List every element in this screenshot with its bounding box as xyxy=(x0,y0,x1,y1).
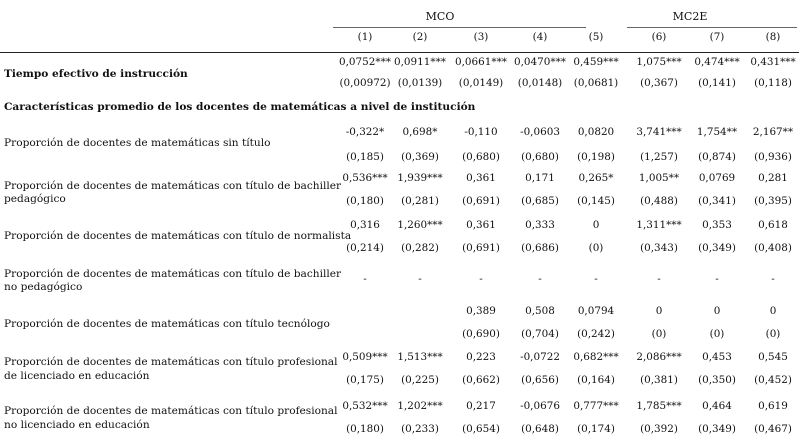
coefficient-cell: 0,618 xyxy=(758,219,788,231)
coefficient-cell: 3,741*** xyxy=(636,126,682,138)
std-error-cell: (0,680) xyxy=(521,151,559,163)
std-error-cell: (0,00972) xyxy=(339,77,391,89)
coefficient-cell: 0,0769 xyxy=(698,172,736,184)
std-error-cell: (0,174) xyxy=(577,423,615,435)
std-error-cell: (0,685) xyxy=(521,195,559,207)
coefficient-cell: - xyxy=(771,273,775,285)
coefficient-cell: 0 xyxy=(769,305,777,317)
column-header-7: (7) xyxy=(709,31,725,43)
std-error-cell: (0,180) xyxy=(346,423,384,435)
std-error-cell: (0,242) xyxy=(577,328,615,340)
header-bottom-rule xyxy=(0,52,799,53)
std-error-cell: (0) xyxy=(765,328,781,340)
group-header-underline-mc2e xyxy=(627,27,797,28)
coefficient-cell: 2,167** xyxy=(752,126,794,138)
coefficient-cell: 0,0794 xyxy=(577,305,615,317)
section-heading: Características promedio de los docentes de matemáticas a nivel de institución xyxy=(4,101,476,113)
coefficient-cell: 0,453 xyxy=(702,351,732,363)
std-error-cell: (0,704) xyxy=(521,328,559,340)
coefficient-cell: -0,0603 xyxy=(520,126,560,138)
coefficient-cell: 0,0661*** xyxy=(455,56,507,68)
std-error-cell: (0,395) xyxy=(754,195,792,207)
std-error-cell: (1,257) xyxy=(640,151,678,163)
row-label: Proporción de docentes de matemáticas con título profesional xyxy=(4,405,338,417)
std-error-cell: (0,343) xyxy=(640,242,678,254)
coefficient-cell: - xyxy=(657,273,661,285)
std-error-cell: (0,350) xyxy=(698,374,736,386)
row-label: Proporción de docentes de matemáticas con título de bachiller xyxy=(4,268,342,280)
std-error-cell: (0,225) xyxy=(401,374,439,386)
coefficient-cell: - xyxy=(479,273,483,285)
coefficient-cell: 0,682*** xyxy=(573,351,619,363)
coefficient-cell: 0,509*** xyxy=(342,351,388,363)
std-error-cell: (0,662) xyxy=(462,374,500,386)
std-error-cell: (0,691) xyxy=(462,195,500,207)
std-error-cell: (0,686) xyxy=(521,242,559,254)
coefficient-cell: -0,0676 xyxy=(520,400,560,412)
coefficient-cell: 0,0820 xyxy=(577,126,615,138)
std-error-cell: (0,691) xyxy=(462,242,500,254)
std-error-cell: (0,690) xyxy=(462,328,500,340)
std-error-cell: (0,0139) xyxy=(397,77,443,89)
coefficient-cell: 0,171 xyxy=(525,172,555,184)
column-header-4: (4) xyxy=(532,31,548,43)
coefficient-cell: 0,508 xyxy=(525,305,555,317)
row-label: Proporción de docentes de matemáticas con título de normalista xyxy=(4,230,352,242)
coefficient-cell: 1,075*** xyxy=(636,56,682,68)
coefficient-cell: 1,939*** xyxy=(397,172,443,184)
coefficient-cell: - xyxy=(538,273,542,285)
coefficient-cell: 0,333 xyxy=(525,219,555,231)
std-error-cell: (0,164) xyxy=(577,374,615,386)
column-header-2: (2) xyxy=(412,31,428,43)
std-error-cell: (0,874) xyxy=(698,151,736,163)
coefficient-cell: 0 xyxy=(713,305,721,317)
coefficient-cell: 0,459*** xyxy=(573,56,619,68)
std-error-cell: (0,349) xyxy=(698,423,736,435)
coefficient-cell: 0,431*** xyxy=(750,56,796,68)
coefficient-cell: -0,0722 xyxy=(520,351,560,363)
coefficient-cell: 0 xyxy=(592,219,600,231)
coefficient-cell: 0,698* xyxy=(402,126,438,138)
coefficient-cell: 0,0470*** xyxy=(514,56,566,68)
column-header-6: (6) xyxy=(651,31,667,43)
coefficient-cell: -0,322* xyxy=(345,126,385,138)
coefficient-cell: 0,217 xyxy=(466,400,496,412)
std-error-cell: (0,349) xyxy=(698,242,736,254)
coefficient-cell: 1,202*** xyxy=(397,400,443,412)
row-label: Tiempo efectivo de instrucción xyxy=(4,68,188,80)
coefficient-cell: 0,316 xyxy=(350,219,380,231)
std-error-cell: (0,214) xyxy=(346,242,384,254)
std-error-cell: (0,175) xyxy=(346,374,384,386)
std-error-cell: (0,145) xyxy=(577,195,615,207)
std-error-cell: (0,488) xyxy=(640,195,678,207)
std-error-cell: (0,281) xyxy=(401,195,439,207)
group-header-mc2e: MC2E xyxy=(672,10,708,23)
column-header-1: (1) xyxy=(357,31,373,43)
std-error-cell: (0,467) xyxy=(754,423,792,435)
coefficient-cell: - xyxy=(418,273,422,285)
coefficient-cell: 0,281 xyxy=(758,172,788,184)
std-error-cell: (0,118) xyxy=(754,77,792,89)
std-error-cell: (0,367) xyxy=(640,77,678,89)
row-label: no licenciado en educación xyxy=(4,419,150,431)
std-error-cell: (0,0148) xyxy=(517,77,563,89)
group-header-underline-mco xyxy=(333,27,586,28)
std-error-cell: (0,936) xyxy=(754,151,792,163)
row-label: pedagógico xyxy=(4,193,66,205)
column-header-3: (3) xyxy=(473,31,489,43)
coefficient-cell: 0,536*** xyxy=(342,172,388,184)
coefficient-cell: 0,389 xyxy=(466,305,496,317)
std-error-cell: (0) xyxy=(709,328,725,340)
coefficient-cell: 1,754** xyxy=(696,126,738,138)
coefficient-cell: 0 xyxy=(655,305,663,317)
coefficient-cell: - xyxy=(715,273,719,285)
std-error-cell: (0,654) xyxy=(462,423,500,435)
std-error-cell: (0,648) xyxy=(521,423,559,435)
coefficient-cell: 0,353 xyxy=(702,219,732,231)
coefficient-cell: - xyxy=(594,273,598,285)
coefficient-cell: 0,464 xyxy=(702,400,732,412)
column-header-5: (5) xyxy=(588,31,604,43)
std-error-cell: (0,0681) xyxy=(573,77,619,89)
coefficient-cell: - xyxy=(363,273,367,285)
column-header-8: (8) xyxy=(765,31,781,43)
row-label: Proporción de docentes de matemáticas con título tecnólogo xyxy=(4,318,330,330)
coefficient-cell: 1,513*** xyxy=(397,351,443,363)
coefficient-cell: 0,545 xyxy=(758,351,788,363)
coefficient-cell: 0,361 xyxy=(466,219,496,231)
row-label: no pedagógico xyxy=(4,281,83,293)
std-error-cell: (0) xyxy=(651,328,667,340)
std-error-cell: (0,198) xyxy=(577,151,615,163)
std-error-cell: (0,341) xyxy=(698,195,736,207)
coefficient-cell: 2,086*** xyxy=(636,351,682,363)
std-error-cell: (0,381) xyxy=(640,374,678,386)
std-error-cell: (0,369) xyxy=(401,151,439,163)
row-label: Proporción de docentes de matemáticas con título de bachiller xyxy=(4,180,342,192)
coefficient-cell: 0,0911*** xyxy=(394,56,446,68)
std-error-cell: (0,0149) xyxy=(458,77,504,89)
coefficient-cell: 0,0752*** xyxy=(339,56,391,68)
std-error-cell: (0,185) xyxy=(346,151,384,163)
std-error-cell: (0) xyxy=(588,242,604,254)
coefficient-cell: 0,532*** xyxy=(342,400,388,412)
std-error-cell: (0,392) xyxy=(640,423,678,435)
std-error-cell: (0,656) xyxy=(521,374,559,386)
row-label: de licenciado en educación xyxy=(4,370,150,382)
coefficient-cell: 1,005** xyxy=(638,172,680,184)
std-error-cell: (0,408) xyxy=(754,242,792,254)
std-error-cell: (0,180) xyxy=(346,195,384,207)
coefficient-cell: -0,110 xyxy=(464,126,498,138)
coefficient-cell: 1,311*** xyxy=(636,219,682,231)
std-error-cell: (0,680) xyxy=(462,151,500,163)
coefficient-cell: 1,785*** xyxy=(636,400,682,412)
std-error-cell: (0,452) xyxy=(754,374,792,386)
coefficient-cell: 0,223 xyxy=(466,351,496,363)
coefficient-cell: 0,361 xyxy=(466,172,496,184)
row-label: Proporción de docentes de matemáticas con título profesional xyxy=(4,356,338,368)
coefficient-cell: 1,260*** xyxy=(397,219,443,231)
group-header-mco: MCO xyxy=(425,10,455,23)
coefficient-cell: 0,474*** xyxy=(694,56,740,68)
row-label: Proporción de docentes de matemáticas sin título xyxy=(4,137,271,149)
coefficient-cell: 0,265* xyxy=(578,172,614,184)
std-error-cell: (0,141) xyxy=(698,77,736,89)
coefficient-cell: 0,777*** xyxy=(573,400,619,412)
coefficient-cell: 0,619 xyxy=(758,400,788,412)
std-error-cell: (0,233) xyxy=(401,423,439,435)
std-error-cell: (0,282) xyxy=(401,242,439,254)
